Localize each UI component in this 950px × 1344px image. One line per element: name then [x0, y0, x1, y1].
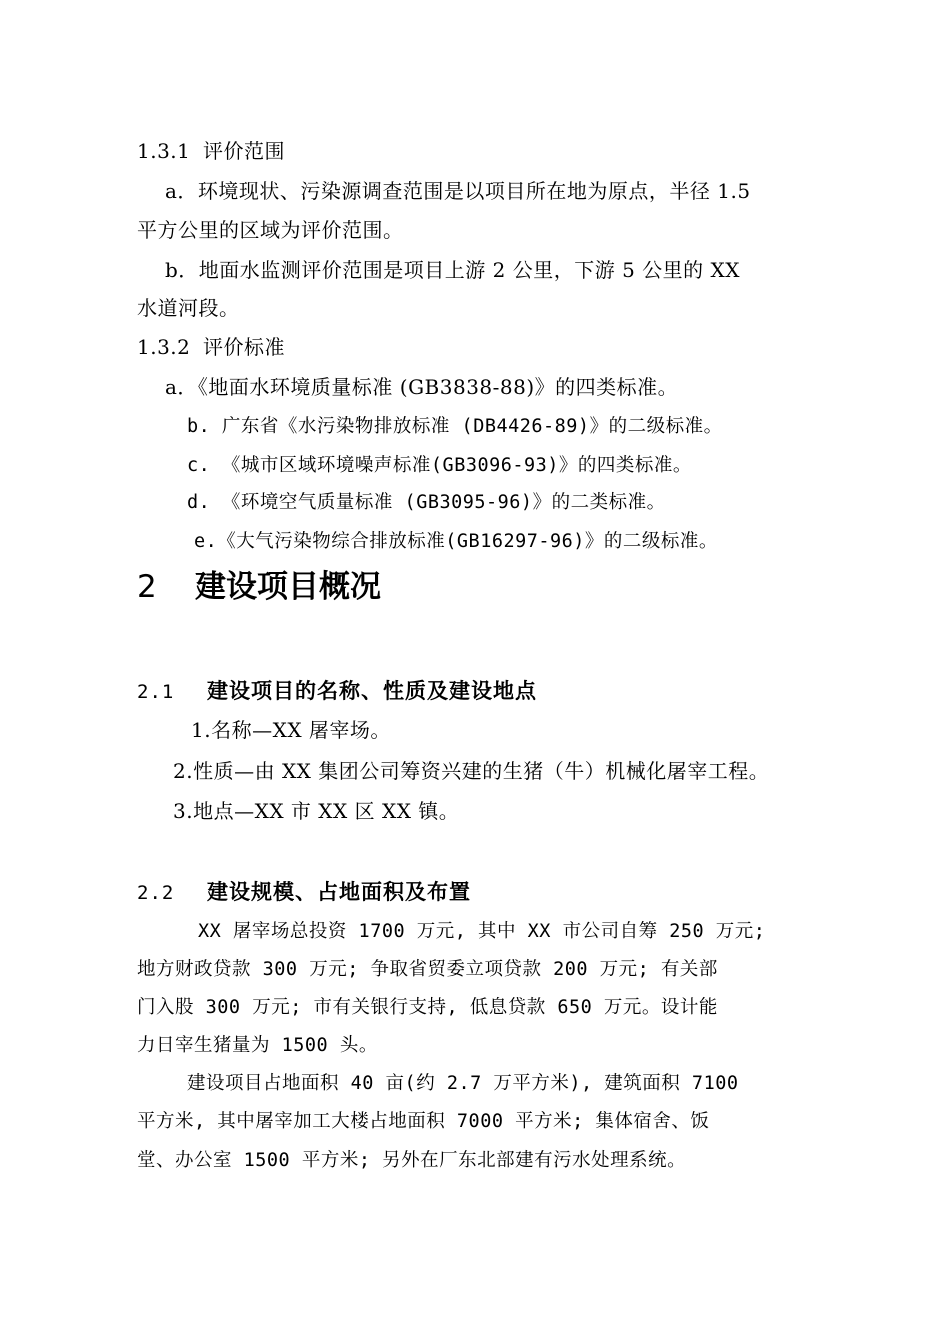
section-title: 评价标准 [203, 335, 285, 359]
section-title: 建设项目的名称、性质及建设地点 [207, 679, 537, 703]
paragraph-line: 平方米, 其中屠宰加工大楼占地面积 7000 平方米; 集体宿舍、饭 [137, 1111, 710, 1132]
paragraph-line: 堂、办公室 1500 平方米; 另外在厂东北部建有污水处理系统。 [137, 1150, 687, 1171]
paragraph-line: 水道河段。 [137, 296, 240, 320]
paragraph-line: XX 屠宰场总投资 1700 万元, 其中 XX 市公司自筹 250 万元; [198, 921, 766, 942]
standard-item-e: e.《大气污染物综合排放标准(GB16297-96)》的二级标准。 [194, 531, 718, 552]
standard-item-a: a．《地面水环境质量标准 (GB3838-88)》的四类标准。 [165, 375, 679, 399]
section-title: 评价范围 [203, 139, 285, 163]
chapter-heading-2 [137, 567, 381, 607]
paragraph-line: 平方公里的区域为评价范围。 [137, 218, 404, 242]
section-heading-1-3-1 [137, 138, 285, 164]
standard-item-c: c. 《城市区域环境噪声标准(GB3096-93)》的四类标准。 [187, 455, 692, 476]
chapter-title: 建设项目概况 [195, 569, 381, 605]
paragraph-line: 2.性质—由 XX 集团公司筹资兴建的生猪（牛）机械化屠宰工程。 [173, 759, 770, 783]
paragraph-line: 门入股 300 万元; 市有关银行支持, 低息贷款 650 万元。设计能 [137, 997, 718, 1018]
paragraph-line: 建设项目占地面积 40 亩(约 2.7 万平方米), 建筑面积 7100 [187, 1073, 739, 1094]
paragraph-line: 力日宰生猪量为 1500 头。 [137, 1035, 378, 1056]
standard-item-d: d. 《环境空气质量标准 (GB3095-96)》的二类标准。 [187, 492, 666, 513]
paragraph-line: b．地面水监测评价范围是项目上游 2 公里，下游 5 公里的 XX [165, 258, 741, 282]
section-number: 2.1 [137, 681, 175, 703]
section-number: 1.3.2 [137, 335, 191, 359]
section-title: 建设规模、占地面积及布置 [207, 880, 471, 904]
paragraph-line: a．环境现状、污染源调查范围是以项目所在地为原点，半径 1.5 [165, 179, 751, 203]
paragraph-line: 1.名称—XX 屠宰场。 [191, 718, 391, 742]
section-number: 1.3.1 [137, 139, 191, 163]
section-number: 2.2 [137, 882, 175, 904]
standard-item-b: b. 广东省《水污染物排放标准 (DB4426-89)》的二级标准。 [187, 416, 723, 437]
section-heading-2-2 [137, 878, 471, 907]
section-heading-1-3-2 [137, 334, 285, 360]
paragraph-line: 地方财政贷款 300 万元; 争取省贸委立项贷款 200 万元; 有关部 [137, 959, 718, 980]
section-heading-2-1 [137, 677, 537, 706]
chapter-number: 2 [137, 569, 157, 605]
paragraph-line: 3.地点—XX 市 XX 区 XX 镇。 [173, 799, 460, 823]
